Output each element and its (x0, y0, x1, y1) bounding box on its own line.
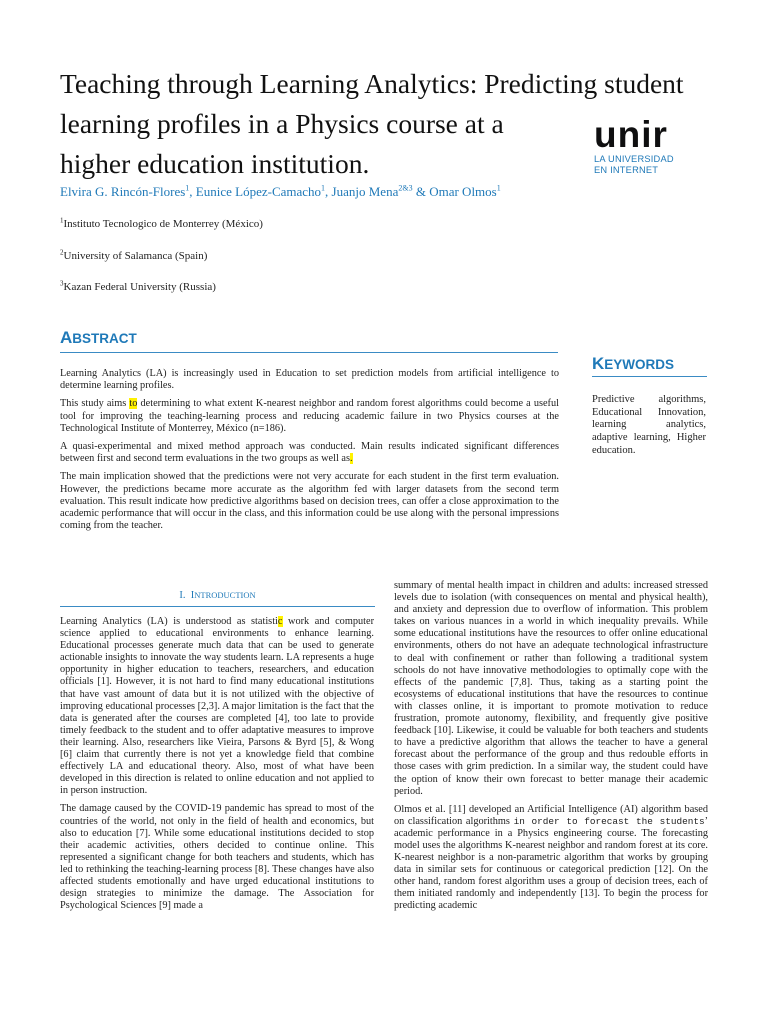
text-run: A quasi-experimental and mixed method approach was conducted. Main results indicated significant differences between first and second term evaluations in the two groups as well as (60, 441, 559, 465)
abstract-body (60, 368, 559, 538)
abstract-paragraph (60, 398, 559, 435)
text-run: determining to what extent K-nearest neighbor and random forest algorithms could become a useful tool for improving the teaching-learning process and reducing academic failure in two Physics courses at the Technological Institute of Monterrey, México (n=186). (60, 398, 559, 434)
abstract-paragraph: Learning Analytics (LA) is increasingly used in Education to set prediction models from artificial intelligence to determine learning profiles. (60, 368, 559, 392)
title-line-1: Teaching through Learning Analytics: Predicting student (60, 68, 684, 99)
introduction-heading (60, 590, 375, 601)
author-separator: , (189, 184, 196, 199)
body-paragraph: summary of mental health impact in children and adults: increased stressed levels due to isolation (with consequences on mental and physical health), and anxiety and depression due to overflow of information. This problem takes on various nuances in a world in which inequality prevails. While some educational institutions have the resources to offer online educational environments, others do not have an adequate technological infrastructure to deal with confinement or rather than following a traditional system schools do not have innovative methodologies to optimally cope with the effects of the pandemic [7,8]. Thus, taking as a starting point the ecosystems of educational institutions that have the resources to continue with classes online, it is important to promote motivation to reduce frustration, promote autonomy, flexibility, and frequently give positive feedback [10]. Likewise, it could be valuable for both teachers and students to have a predictive algorithm that allows the teacher to have a general forecast about the performance of the group and thus redouble efforts in those cases with grim prediction. In a similar way, the student could have the option of know their own forecast to better manage their academic period. (394, 580, 708, 797)
author-name: Omar Olmos (429, 184, 497, 199)
affiliation-mark: 3 (60, 279, 64, 288)
author-name: Eunice López-Camacho (195, 184, 322, 199)
highlighted-text: c (277, 616, 283, 627)
affiliation-text: Kazan Federal University (Russia) (63, 281, 216, 293)
left-column (60, 616, 374, 918)
body-paragraph (394, 804, 708, 913)
highlighted-text: to (129, 398, 138, 410)
affiliation-mark: 1 (60, 216, 64, 225)
introduction-divider (60, 606, 375, 607)
abstract-paragraph (60, 441, 559, 465)
section-number: I. (179, 590, 186, 601)
logo-tagline-1: LA UNIVERSIDAD (594, 154, 674, 164)
body-paragraph: The damage caused by the COVID-19 pandemic has spread to most of the countries of the world, not only in the field of health and economics, but also to education [7]. While some educational institutions decided to stop their academic activities, others decided to continue online. This represented a significant change for both teachers and students, which has led to rethinking the teaching-learning process [8]. These changes have also affected students emotionally and have urged educational institutions to design strategies to minimize the damage. The Association for Psychological Sciences [9] made a (60, 803, 374, 912)
monospace-text: in order to forecast the students (513, 815, 705, 827)
affiliation-mark: 2 (60, 248, 64, 257)
author-affiliation-mark: 1 (496, 183, 501, 193)
affiliation-text: University of Salamanca (Spain) (63, 250, 208, 262)
affiliation-1 (60, 218, 263, 230)
heading-rest: EYWORDS (604, 357, 675, 372)
heading-initial: A (60, 328, 73, 347)
author-affiliation-mark: 1 (185, 183, 190, 193)
text-run: Olmos et al. [11] developed an Artificial Intelligence (AI) algorithm based on classification algorithms (394, 803, 708, 827)
keywords-list: Predictive algorithms, Educational Innovation, learning analytics, adaptive learning, Higher education. (592, 394, 706, 456)
affiliation-2 (60, 250, 207, 262)
title-line-3: higher education institution. (60, 148, 370, 179)
heading-initial: I (190, 590, 195, 601)
text-run: ’ academic performance in a Physics engineering course. The forecasting model uses the algorithms K-nearest neighbor and random forest at its core. K-nearest neighbor is a non-parametric algorithm that works by grouping data in similar sets for continuous or categorical prediction [12]. On the other hand, random forest algorithm uses a group of decision trees, each of them initiated randomly and independently [13]. To begin the process for predicting academic (394, 815, 709, 912)
keywords-heading (592, 354, 674, 374)
abstract-heading (60, 328, 137, 348)
right-column (394, 580, 708, 919)
author-affiliation-mark: 1 (321, 183, 326, 193)
author-name: Elvira G. Rincón-Flores (60, 184, 186, 199)
heading-rest: BSTRACT (72, 331, 137, 346)
logo-wordmark: unir (594, 114, 668, 155)
abstract-paragraph: The main implication showed that the predictions were not very accurate for each student in the first term evaluation. However, the predictions became more accurate as the algorithm fed with larger datasets from the second term evaluation. This result indicate how predictive algorithms based on decision trees, can offer a close approximation to the academic performance that will occur in the class, and this information could be use along with the personal impressions coming from the teacher. (60, 471, 559, 532)
abstract-divider (60, 352, 558, 353)
body-paragraph (60, 616, 374, 797)
title-line-2: learning profiles in a Physics course at a (60, 108, 504, 139)
heading-initial: K (592, 354, 605, 373)
text-run: Learning Analytics (LA) is understood as statisti (60, 616, 278, 627)
author-list (60, 184, 501, 200)
text-run: This study aims (60, 398, 130, 410)
author-affiliation-mark: 2&3 (398, 183, 413, 193)
author-separator: & (412, 184, 430, 199)
text-run: work and computer science applied to educational environments to enhance learning. Educational processes generate much data that can be used to generate actionable insights to innovate the way students learn. LA represents a huge opportunity in higher education to teachers, researchers, and education officials [1]. However, it is not hard to find many educational institutions that have vast amount of data but it is not utilized with the objective of improving educational processes [2,3]. A major limitation is the fact that the data is generated after the courses are completed [4], too late to provide timely feedback to the student and to offer adaptative measures to improve their learning. Also, researchers like Vieira, Parsons & Byrd [5], & Wong [6] claim that currently there is not yet a knowledge field that combine effectively LA and educational theory. Also, most of what have been developed in this direction is related to online education and not applied to in person instruction. (60, 616, 375, 797)
logo-tagline-2: EN INTERNET (594, 165, 659, 175)
affiliation-3 (60, 281, 216, 293)
keywords-divider (592, 376, 707, 377)
author-name: Juanjo Mena (331, 184, 399, 199)
affiliation-text: Instituto Tecnologico de Monterrey (México) (63, 218, 263, 230)
author-separator: , (325, 184, 332, 199)
heading-rest: NTRODUCTION (194, 590, 256, 600)
highlighted-text: . (349, 453, 353, 465)
unir-logo (594, 116, 714, 176)
